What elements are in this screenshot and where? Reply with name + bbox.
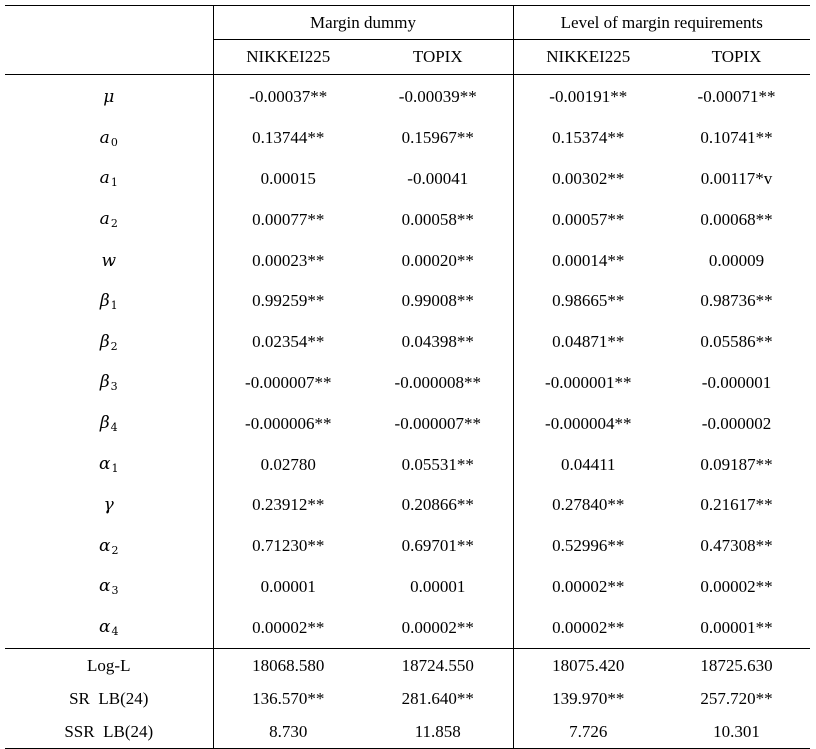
parameter-row (5, 75, 810, 118)
parameter-symbol-subscript: 2 (110, 217, 118, 231)
estimate-value: 0.99008** (401, 291, 474, 311)
parameter-symbol-cell (5, 526, 213, 567)
parameter-symbol-subscript: 0 (110, 135, 118, 149)
estimate-value: 0.00002** (700, 576, 773, 596)
estimate-value: 0.00057** (513, 199, 663, 240)
parameter-symbol-base: α (99, 454, 111, 475)
statistic-value: 257.720** (700, 688, 773, 708)
estimate-value: -0.000001 (701, 372, 772, 392)
estimate-value: 0.00001** (700, 617, 773, 637)
parameter-row (5, 485, 810, 526)
estimate-value: 0.52996** (513, 526, 663, 567)
parameter-symbol (100, 332, 118, 352)
estimate-value: 0.00015 (213, 159, 363, 200)
estimation-results-table (5, 5, 810, 749)
statistic-value: 18724.550 (363, 649, 513, 683)
parameter-row (5, 607, 810, 648)
estimate-value: 0.21617** (700, 495, 773, 515)
estimate-value: -0.00191** (513, 75, 663, 118)
parameter-row (5, 526, 810, 567)
statistic-label: Log-L (5, 649, 213, 683)
estimate-value: -0.000004** (513, 403, 663, 444)
estimate-value: 0.00002** (513, 567, 663, 608)
column-header-topix-level: TOPIX (663, 40, 810, 75)
parameter-symbol-base: α (99, 535, 111, 556)
parameter-symbol (100, 413, 118, 433)
estimate-value: 0.15967** (401, 128, 474, 148)
parameter-symbol-subscript: 1 (110, 298, 118, 312)
estimate-value: 0.00009 (708, 250, 765, 270)
parameter-symbol-cell (5, 444, 213, 485)
parameter-symbol-cell (5, 240, 213, 281)
parameter-rows (5, 75, 810, 649)
parameter-symbol-cell (5, 199, 213, 240)
parameter-symbol (104, 495, 114, 515)
estimate-value: 0.00058** (401, 209, 474, 229)
parameter-symbol (100, 291, 118, 311)
parameter-symbol-base: β (99, 413, 110, 434)
estimate-value: 0.05586** (700, 332, 773, 352)
estimate-value: 0.00014** (513, 240, 663, 281)
estimate-value: 0.05531** (401, 454, 474, 474)
estimate-value: 0.02354** (213, 322, 363, 363)
parameter-symbol-subscript: 1 (111, 462, 119, 476)
column-header-topix-dummy: TOPIX (363, 40, 513, 75)
estimate-value: -0.000001** (513, 363, 663, 404)
statistics-rows (5, 649, 810, 749)
parameter-symbol-cell (5, 322, 213, 363)
statistic-value: 136.570** (213, 682, 363, 715)
parameter-symbol-cell (5, 403, 213, 444)
estimate-value: 0.99259** (213, 281, 363, 322)
estimate-value: -0.000002 (701, 413, 772, 433)
parameter-symbol-cell (5, 75, 213, 118)
estimate-value: 0.00023** (213, 240, 363, 281)
statistic-value: 281.640** (401, 688, 474, 708)
column-header-nikkei225-dummy: NIKKEI225 (213, 40, 363, 75)
estimate-value: 0.00002** (513, 607, 663, 648)
header-corner-cell (5, 6, 213, 40)
parameter-symbol-subscript: 3 (110, 380, 118, 394)
parameter-symbol-subscript: 4 (111, 625, 119, 639)
statistic-value: 139.970** (513, 682, 663, 715)
estimate-value: 0.00068** (700, 209, 773, 229)
parameter-symbol (99, 454, 118, 474)
estimate-value: 0.00001 (213, 567, 363, 608)
parameter-symbol-subscript: 2 (110, 339, 118, 353)
parameter-row (5, 118, 810, 159)
parameter-symbol-base: a (99, 127, 110, 148)
estimate-value: 0.69701** (401, 536, 474, 556)
statistic-row (5, 649, 810, 683)
parameter-symbol-cell (5, 485, 213, 526)
parameter-symbol-cell (5, 118, 213, 159)
estimate-value: 0.47308** (700, 536, 773, 556)
estimate-value: 0.15374** (513, 118, 663, 159)
statistic-value: 10.301 (663, 715, 810, 749)
parameter-symbol-subscript: 4 (110, 421, 118, 435)
parameter-row (5, 199, 810, 240)
header-column-row (5, 40, 810, 75)
parameter-symbol (100, 372, 118, 392)
estimate-value: -0.00037** (213, 75, 363, 118)
estimate-value: -0.000006** (213, 403, 363, 444)
parameter-symbol-base: α (99, 576, 111, 597)
estimate-value: 0.04398** (401, 332, 474, 352)
estimate-value: 0.27840** (513, 485, 663, 526)
parameter-row (5, 240, 810, 281)
parameter-symbol-cell (5, 607, 213, 648)
estimate-value: 0.98736** (700, 291, 773, 311)
parameter-symbol (101, 251, 116, 271)
parameter-symbol-base: μ (103, 87, 115, 108)
statistic-value: 11.858 (363, 715, 513, 749)
parameter-symbol-base: β (99, 372, 110, 393)
estimate-value: -0.00041 (407, 168, 469, 188)
statistic-value: 18068.580 (213, 649, 363, 683)
parameter-row (5, 444, 810, 485)
parameter-symbol-subscript: 1 (110, 176, 118, 190)
estimate-value: 0.04871** (513, 322, 663, 363)
header-group-row (5, 6, 810, 40)
estimate-value: 0.09187** (700, 454, 773, 474)
parameter-symbol (100, 168, 118, 188)
parameter-symbol-base: w (101, 250, 117, 271)
estimate-value: -0.00039** (398, 87, 477, 107)
parameter-row (5, 322, 810, 363)
estimate-value: 0.00077** (213, 199, 363, 240)
statistic-label: SR LB(24) (69, 688, 149, 708)
parameter-symbol (100, 128, 118, 148)
parameter-symbol-subscript: 2 (111, 543, 119, 557)
parameter-symbol-base: β (99, 290, 110, 311)
estimate-value: 0.00117*v (700, 168, 773, 188)
group-header-level-of-margin-requirements: Level of margin requirements (513, 6, 810, 40)
estimate-value: 0.02780 (213, 444, 363, 485)
parameter-symbol-cell (5, 363, 213, 404)
estimate-value: 0.71230** (213, 526, 363, 567)
statistic-value: 8.730 (213, 715, 363, 749)
statistic-value: 18725.630 (663, 649, 810, 683)
statistic-label: SSR LB(24) (5, 715, 213, 749)
parameter-symbol-cell (5, 567, 213, 608)
parameter-symbol-base: a (99, 209, 110, 230)
estimate-value: 0.23912** (213, 485, 363, 526)
statistic-value: 18075.420 (513, 649, 663, 683)
parameter-row (5, 281, 810, 322)
estimate-value: 0.00020** (401, 250, 474, 270)
parameter-symbol-cell (5, 159, 213, 200)
estimate-value: 0.10741** (700, 128, 773, 148)
parameter-symbol (100, 209, 118, 229)
estimate-value: -0.000007** (213, 363, 363, 404)
statistic-row (5, 682, 810, 715)
estimate-value: 0.00002** (213, 607, 363, 648)
estimate-value: -0.000007** (394, 413, 481, 433)
parameter-symbol-base: β (99, 331, 110, 352)
parameter-row (5, 159, 810, 200)
parameter-row (5, 363, 810, 404)
estimate-value: -0.000008** (394, 372, 481, 392)
parameter-symbol-cell (5, 281, 213, 322)
statistic-value: 7.726 (513, 715, 663, 749)
estimate-value: 0.20866** (401, 495, 474, 515)
parameter-symbol-base: γ (103, 495, 114, 516)
parameter-symbol (99, 576, 118, 596)
estimate-value: 0.00002** (401, 617, 474, 637)
parameter-row (5, 567, 810, 608)
estimate-value: 0.00302** (513, 159, 663, 200)
parameter-symbol-base: a (99, 168, 110, 189)
parameter-symbol (99, 536, 118, 556)
group-header-margin-dummy: Margin dummy (213, 6, 513, 40)
header-corner-cell-2 (5, 40, 213, 75)
estimate-value: 0.00001 (410, 576, 466, 596)
column-header-nikkei225-level: NIKKEI225 (513, 40, 663, 75)
parameter-symbol (99, 617, 118, 637)
estimate-value: 0.13744** (213, 118, 363, 159)
parameter-symbol-subscript: 3 (111, 584, 119, 598)
estimate-value: 0.98665** (513, 281, 663, 322)
parameter-row (5, 403, 810, 444)
parameter-symbol (103, 87, 114, 107)
estimate-value: 0.04411 (513, 444, 663, 485)
estimate-value: -0.00071** (697, 87, 776, 107)
parameter-symbol-base: α (99, 617, 111, 638)
